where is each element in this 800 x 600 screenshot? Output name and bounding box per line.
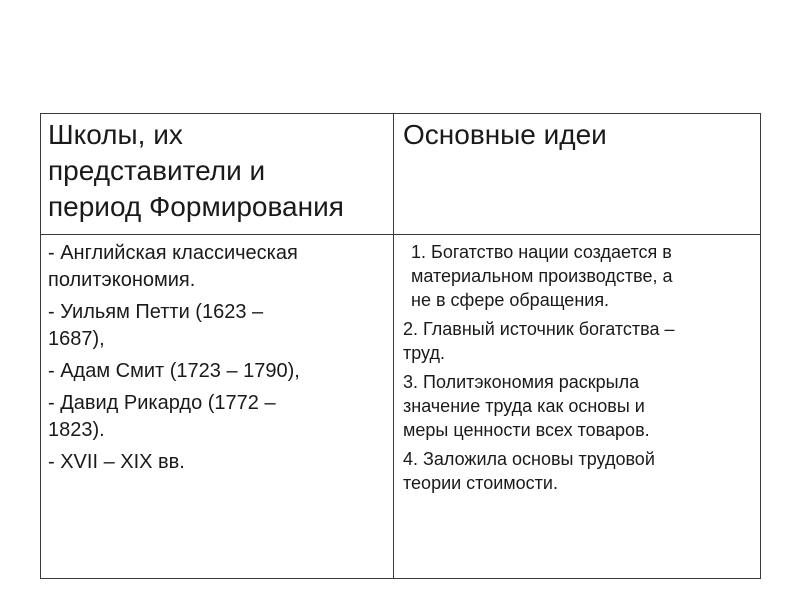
- header-schools-line: представители и: [48, 155, 266, 186]
- school-item-line: - Уильям Петти (1623 –: [48, 301, 264, 323]
- idea-item-line: 4. Заложила основы трудовой: [403, 449, 655, 469]
- idea-item-line: материальном производстве, а: [411, 266, 673, 286]
- schools-cell: [48, 240, 388, 481]
- school-item-line: - XVII – XIX вв.: [48, 451, 185, 473]
- school-item: [48, 358, 388, 385]
- school-item: [48, 299, 388, 353]
- idea-item-line: теории стоимости.: [403, 473, 558, 493]
- column-divider: [393, 114, 394, 578]
- schools-table: [40, 113, 761, 579]
- header-ideas-line: Основные идеи: [403, 119, 607, 150]
- school-item: [48, 390, 388, 444]
- school-item-line: - Давид Рикардо (1772 –: [48, 392, 276, 414]
- school-item-line: 1687),: [48, 328, 105, 350]
- idea-item-line: меры ценности всех товаров.: [403, 420, 650, 440]
- header-divider: [41, 234, 760, 235]
- idea-item-line: не в сфере обращения.: [411, 290, 610, 310]
- idea-item: [403, 317, 753, 365]
- idea-item-line: 3. Политэкономия раскрыла: [403, 372, 640, 392]
- school-item: [48, 449, 388, 476]
- idea-item-line: значение труда как основы и: [403, 396, 645, 416]
- idea-item: [403, 370, 753, 442]
- school-item-line: 1823).: [48, 419, 105, 441]
- header-ideas-cell: [403, 117, 753, 153]
- header-schools-cell: [48, 117, 388, 225]
- ideas-cell: [403, 240, 753, 500]
- idea-item: [403, 447, 753, 495]
- header-schools-line: Школы, их: [48, 119, 183, 150]
- school-item-line: - Адам Смит (1723 – 1790),: [48, 360, 300, 382]
- school-item-line: политэкономия.: [48, 269, 196, 291]
- idea-item-line: 1. Богатство нации создается в: [411, 242, 672, 262]
- idea-item-line: 2. Главный источник богатства –: [403, 319, 675, 339]
- school-item-line: - Английская классическая: [48, 242, 298, 264]
- idea-item: [403, 240, 753, 312]
- header-schools-line: период Формирования: [48, 191, 344, 222]
- idea-item-line: труд.: [403, 343, 445, 363]
- school-item: [48, 240, 388, 294]
